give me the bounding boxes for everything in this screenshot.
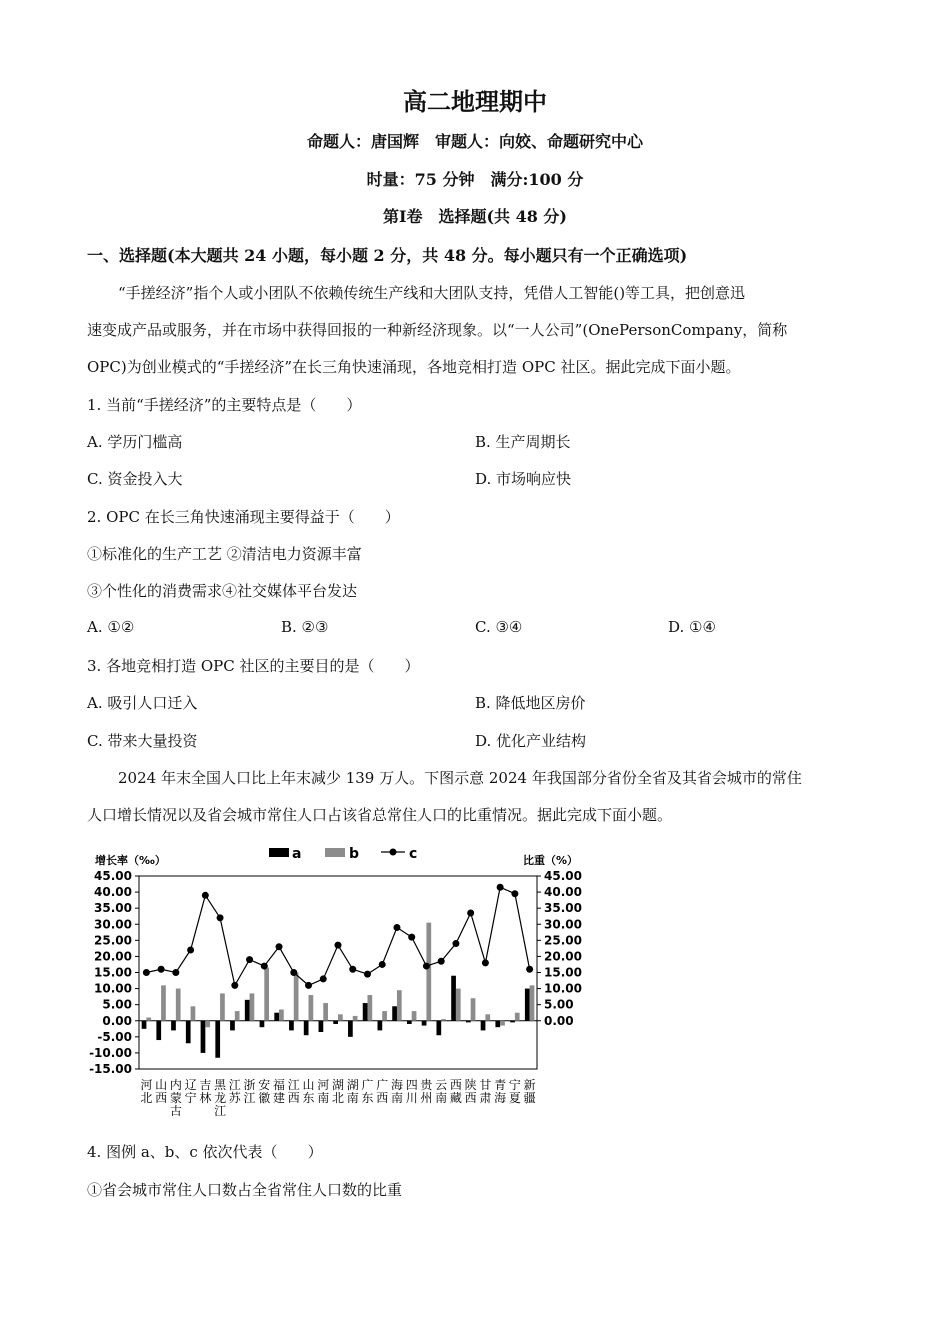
category-label-湖南: 湖 xyxy=(346,1078,359,1092)
left-tick-label: 45.00 xyxy=(94,869,132,883)
bar-a-广东 xyxy=(363,1003,368,1021)
category-label-新疆: 新 xyxy=(523,1078,536,1092)
passage1-line2: 速变成产品或服务，并在市场中获得回报的一种新经济现象。以“一人公司”(OnePersonCompany，简称 xyxy=(87,321,788,339)
bar-b-四川 xyxy=(412,1011,417,1021)
category-label-新疆: 疆 xyxy=(523,1091,536,1105)
left-tick-label: 40.00 xyxy=(94,885,132,900)
question-2-option-c[interactable]: C. ③④ xyxy=(475,618,523,636)
category-label-贵州: 贵 xyxy=(420,1078,433,1092)
category-label-河北: 北 xyxy=(140,1091,153,1105)
point-c-内蒙古 xyxy=(172,969,179,976)
category-label-云南: 南 xyxy=(435,1091,448,1105)
question-3-option-d[interactable]: D. 优化产业结构 xyxy=(475,732,587,750)
bar-a-青海 xyxy=(495,1021,500,1027)
bar-b-辽宁 xyxy=(191,1006,196,1020)
bar-b-宁夏 xyxy=(515,1013,520,1021)
bar-a-河北 xyxy=(142,1021,147,1029)
question-4-statement-1: ①省会城市常住人口数占全省常住人口数的比重 xyxy=(87,1181,403,1199)
legend-label-b: b xyxy=(349,846,360,862)
point-c-贵州 xyxy=(423,963,430,970)
category-label-山西: 西 xyxy=(155,1091,168,1105)
category-label-贵州: 州 xyxy=(420,1091,433,1105)
category-label-内蒙古: 内 xyxy=(169,1078,182,1092)
category-label-青海: 青 xyxy=(494,1078,507,1092)
category-label-广西: 西 xyxy=(376,1091,389,1105)
section-heading: 一、选择题(本大题共 24 小题，每小题 2 分，共 48 分。每小题只有一个正确选项) xyxy=(87,246,688,265)
category-label-湖北: 湖 xyxy=(331,1078,345,1092)
legend-label-a: a xyxy=(292,846,302,862)
point-c-甘肃 xyxy=(482,959,489,966)
bar-a-宁夏 xyxy=(510,1021,515,1023)
category-label-河南: 南 xyxy=(317,1091,330,1105)
point-c-新疆 xyxy=(526,966,533,973)
bar-b-山东 xyxy=(309,995,314,1021)
bar-b-山西 xyxy=(161,985,166,1020)
category-label-云南: 云 xyxy=(435,1078,448,1092)
category-label-福建: 建 xyxy=(273,1091,286,1105)
category-label-山东: 东 xyxy=(302,1091,315,1105)
category-label-山西: 山 xyxy=(155,1078,168,1092)
left-tick-label: -10.00 xyxy=(89,1045,132,1060)
category-label-福建: 福 xyxy=(273,1078,286,1092)
bar-b-浙江 xyxy=(250,993,255,1020)
question-1-option-b[interactable]: B. 生产周期长 xyxy=(475,433,571,451)
bar-b-广西 xyxy=(382,1011,387,1021)
bar-a-海南 xyxy=(392,1006,397,1020)
bar-a-广西 xyxy=(378,1021,383,1031)
category-label-浙江: 江 xyxy=(243,1091,256,1105)
passage1-line3: OPC)为创业模式的“手搓经济”在长三角快速涌现，各地竞相打造 OPC 社区。据此完成下面小题。 xyxy=(87,358,741,376)
bar-a-甘肃 xyxy=(481,1021,486,1031)
right-tick-label: 25.00 xyxy=(544,933,582,948)
category-label-安徽: 徽 xyxy=(258,1091,271,1105)
question-4-stem: 4. 图例 a、b、c 依次代表（ ） xyxy=(87,1143,323,1161)
right-tick-label: 30.00 xyxy=(544,917,582,932)
bar-a-云南 xyxy=(436,1021,441,1035)
point-c-黑龙江 xyxy=(217,914,224,921)
category-label-西藏: 西 xyxy=(449,1078,462,1092)
bar-a-内蒙古 xyxy=(171,1021,176,1031)
question-2-statements-1: ①标准化的生产工艺 ②清洁电力资源丰富 xyxy=(87,545,362,563)
question-2-option-d[interactable]: D. ①④ xyxy=(668,618,716,636)
category-label-吉林: 吉 xyxy=(199,1078,212,1092)
bar-b-吉林 xyxy=(205,1021,210,1027)
population-chart xyxy=(87,842,607,1126)
category-label-四川: 四 xyxy=(405,1078,418,1092)
exam-part-heading: 第I卷 选择题(共 48 分) xyxy=(382,207,568,226)
right-tick-label: 5.00 xyxy=(544,997,574,1012)
category-label-黑龙江: 江 xyxy=(214,1104,227,1118)
bar-b-青海 xyxy=(500,1021,505,1026)
bar-a-江西 xyxy=(289,1021,294,1031)
right-tick-label: 45.00 xyxy=(544,869,582,883)
category-label-湖北: 北 xyxy=(331,1091,345,1105)
bar-a-江苏 xyxy=(230,1021,235,1031)
bar-b-湖南 xyxy=(353,1016,358,1021)
point-c-河南 xyxy=(320,975,327,982)
point-c-辽宁 xyxy=(187,946,194,953)
point-c-海南 xyxy=(393,924,400,931)
point-c-安徽 xyxy=(261,963,268,970)
left-tick-label: 15.00 xyxy=(94,965,132,980)
category-label-甘肃: 甘 xyxy=(479,1078,492,1092)
bar-b-湖北 xyxy=(338,1014,343,1020)
bar-b-海南 xyxy=(397,990,402,1021)
bar-a-新疆 xyxy=(525,989,530,1021)
question-3-stem: 3. 各地竞相打造 OPC 社区的主要目的是（ ） xyxy=(87,657,420,675)
point-c-山东 xyxy=(305,982,312,989)
category-label-吉林: 林 xyxy=(199,1091,212,1105)
category-label-江西: 江 xyxy=(287,1078,300,1092)
legend-swatch-b xyxy=(325,848,345,857)
bar-b-福建 xyxy=(279,1009,284,1020)
passage2-line2: 人口增长情况以及省会城市常住人口占该省总常住人口的比重情况。据此完成下面小题。 xyxy=(87,806,673,824)
point-c-山西 xyxy=(158,966,165,973)
bar-a-四川 xyxy=(407,1021,412,1024)
category-label-甘肃: 肃 xyxy=(479,1091,492,1105)
category-label-内蒙古: 古 xyxy=(169,1104,182,1118)
left-tick-label: 30.00 xyxy=(94,917,132,932)
category-label-宁夏: 宁 xyxy=(508,1078,521,1092)
bar-b-西藏 xyxy=(456,989,461,1021)
left-tick-label: 20.00 xyxy=(94,949,132,964)
passage2-line1: 2024 年末全国人口比上年末减少 139 万人。下图示意 2024 年我国部分省份全省及其省会城市的常住 xyxy=(118,769,802,787)
category-label-安徽: 安 xyxy=(258,1078,271,1092)
line-c xyxy=(146,887,529,985)
exam-authors: 命题人：唐国辉 审题人：向姣、命题研究中心 xyxy=(306,132,643,151)
plot-frame xyxy=(139,876,537,1069)
category-label-广东: 东 xyxy=(361,1091,374,1105)
category-label-西藏: 藏 xyxy=(449,1091,462,1105)
bar-a-山西 xyxy=(156,1021,161,1040)
question-1-stem: 1. 当前“手搓经济”的主要特点是（ ） xyxy=(87,396,362,414)
right-tick-label: 15.00 xyxy=(544,965,582,980)
category-label-山东: 山 xyxy=(302,1078,315,1092)
population-chart-svg xyxy=(87,842,607,1122)
category-label-江苏: 苏 xyxy=(228,1091,241,1105)
category-label-黑龙江: 黑 xyxy=(214,1078,227,1092)
bar-b-河北 xyxy=(146,1018,151,1021)
point-c-河北 xyxy=(143,969,150,976)
bar-b-黑龙江 xyxy=(220,993,225,1020)
bar-b-云南 xyxy=(441,1019,446,1021)
question-2-statements-2: ③个性化的消费需求④社交媒体平台发达 xyxy=(87,582,358,600)
category-label-浙江: 浙 xyxy=(243,1078,256,1092)
bar-b-广东 xyxy=(367,995,372,1021)
exam-title: 高二地理期中 xyxy=(403,87,547,116)
left-tick-label: 10.00 xyxy=(94,981,132,996)
right-tick-label: 40.00 xyxy=(544,885,582,900)
right-axis-label: 比重（%） xyxy=(523,854,579,867)
left-tick-label: -5.00 xyxy=(97,1029,132,1044)
bar-a-贵州 xyxy=(422,1021,427,1026)
bar-b-河南 xyxy=(323,1003,328,1021)
point-c-云南 xyxy=(438,958,445,965)
point-c-青海 xyxy=(497,884,504,891)
bar-b-安徽 xyxy=(264,968,269,1021)
question-3-option-b[interactable]: B. 降低地区房价 xyxy=(475,694,586,712)
bar-a-福建 xyxy=(274,1013,279,1021)
category-label-河北: 河 xyxy=(140,1078,153,1092)
bar-a-西藏 xyxy=(451,976,456,1021)
legend-label-c: c xyxy=(409,846,418,862)
bar-b-江苏 xyxy=(235,1011,240,1021)
category-label-四川: 川 xyxy=(405,1091,418,1105)
bar-b-甘肃 xyxy=(485,1014,490,1020)
bar-a-陕西 xyxy=(466,1021,471,1023)
category-label-河南: 河 xyxy=(317,1078,330,1092)
point-c-浙江 xyxy=(246,956,253,963)
category-label-青海: 海 xyxy=(494,1091,507,1105)
bar-a-湖北 xyxy=(333,1021,338,1024)
question-2-stem: 2. OPC 在长三角快速涌现主要得益于（ ） xyxy=(87,508,400,526)
category-label-湖南: 南 xyxy=(346,1091,359,1105)
category-label-辽宁: 宁 xyxy=(184,1091,197,1105)
right-tick-label: 0.00 xyxy=(544,1013,574,1028)
legend-point-c xyxy=(390,849,397,856)
category-label-陕西: 陕 xyxy=(464,1078,477,1092)
point-c-广西 xyxy=(379,961,386,968)
right-tick-label: 35.00 xyxy=(544,901,582,916)
exam-time-score: 时量：75 分钟 满分:100 分 xyxy=(366,170,584,189)
bar-b-贵州 xyxy=(426,923,431,1021)
point-c-陕西 xyxy=(467,909,474,916)
bar-a-河南 xyxy=(319,1021,324,1032)
bar-b-陕西 xyxy=(471,998,476,1021)
right-tick-label: 20.00 xyxy=(544,949,582,964)
point-c-四川 xyxy=(408,934,415,941)
left-tick-label: 0.00 xyxy=(102,1013,132,1028)
left-axis-label: 增长率（‰） xyxy=(95,854,166,867)
point-c-广东 xyxy=(364,971,371,978)
category-label-陕西: 西 xyxy=(464,1091,477,1105)
category-label-黑龙江: 龙 xyxy=(214,1091,227,1105)
category-label-广东: 广 xyxy=(361,1078,374,1092)
category-label-海南: 南 xyxy=(390,1091,403,1105)
question-3-option-c[interactable]: C. 带来大量投资 xyxy=(87,732,198,750)
category-label-江西: 西 xyxy=(287,1091,300,1105)
bar-a-黑龙江 xyxy=(215,1021,220,1058)
point-c-宁夏 xyxy=(511,890,518,897)
point-c-吉林 xyxy=(202,892,209,899)
bar-b-新疆 xyxy=(530,985,535,1020)
bar-a-浙江 xyxy=(245,1000,250,1021)
bar-a-安徽 xyxy=(260,1021,265,1027)
left-tick-label: 25.00 xyxy=(94,933,132,948)
question-1-option-c[interactable]: C. 资金投入大 xyxy=(87,470,183,488)
bar-a-辽宁 xyxy=(186,1021,191,1044)
point-c-湖南 xyxy=(349,966,356,973)
bar-a-山东 xyxy=(304,1021,309,1035)
question-3-option-a[interactable]: A. 吸引人口迁入 xyxy=(87,694,198,712)
question-2-option-b[interactable]: B. ②③ xyxy=(281,618,329,636)
category-label-广西: 广 xyxy=(376,1078,389,1092)
passage1-line1: “手搓经济”指个人或小团队不依赖传统生产线和大团队支持，凭借人工智能()等工具，把创意迅 xyxy=(118,284,746,302)
point-c-江西 xyxy=(290,969,297,976)
bar-b-江西 xyxy=(294,973,299,1021)
legend-swatch-a xyxy=(269,848,289,857)
left-tick-label: 35.00 xyxy=(94,901,132,916)
right-tick-label: 10.00 xyxy=(544,981,582,996)
bar-b-内蒙古 xyxy=(176,989,181,1021)
bar-a-吉林 xyxy=(201,1021,206,1053)
question-1-option-d[interactable]: D. 市场响应快 xyxy=(475,470,572,488)
category-label-江苏: 江 xyxy=(228,1078,241,1092)
left-tick-label: -15.00 xyxy=(89,1062,132,1076)
question-1-option-a[interactable]: A. 学历门槛高 xyxy=(87,433,183,451)
bar-a-湖南 xyxy=(348,1021,353,1037)
category-label-辽宁: 辽 xyxy=(184,1078,197,1092)
category-label-宁夏: 夏 xyxy=(508,1091,521,1105)
question-2-option-a[interactable]: A. ①② xyxy=(87,618,135,636)
point-c-福建 xyxy=(276,943,283,950)
left-tick-label: 5.00 xyxy=(102,997,132,1012)
category-label-海南: 海 xyxy=(390,1078,403,1092)
point-c-江苏 xyxy=(231,982,238,989)
point-c-西藏 xyxy=(452,940,459,947)
category-label-内蒙古: 蒙 xyxy=(169,1091,182,1105)
point-c-湖北 xyxy=(335,942,342,949)
